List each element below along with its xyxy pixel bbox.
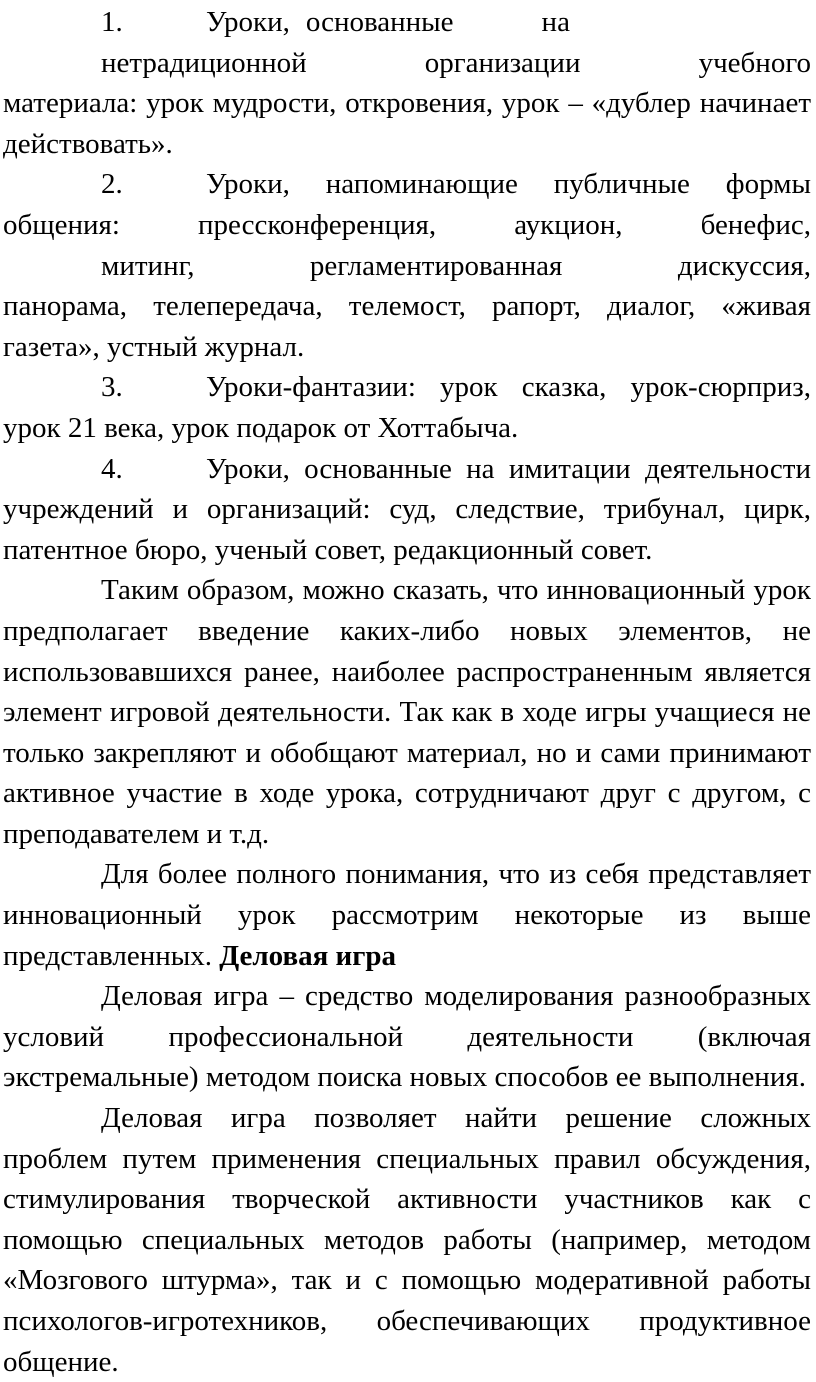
list-item-2-line3: митинг, регламентированная дискуссия, xyxy=(101,249,811,282)
list-item-1-rest: материала: урок мудрости, откровения, урок – «дублер начинает действовать». xyxy=(3,87,811,160)
paragraph-intro xyxy=(3,854,811,976)
list-item-3-body: Уроки-фантазии: урок сказка, урок-сюрприз, урок 21 века, урок подарок от Хоттабыча. xyxy=(3,371,811,444)
list-item-3-number: 3. xyxy=(101,371,123,404)
paragraph-summary: Таким образом, можно сказать, что инновационный урок предполагает введение каких-либо новых элементов, не использовавшихся ранее, наиболее распространенным является элемент игровой деятельности. Так как в ходе игры учащиеся не только закрепляют и обобщают материал, но и сами принимают активное участие в ходе урока, сотрудничают друг с другом, с преподавателем и т.д. xyxy=(3,574,811,850)
list-item-1-line2: нетрадиционной организации учебного xyxy=(101,46,811,79)
list-item-2-rest: панорама, телепередача, телемост, рапорт, диалог, «живая газета», устный журнал. xyxy=(3,290,811,363)
list-item-1-number: 1. xyxy=(101,6,123,38)
paragraph-definition: Деловая игра – средство моделирования разнообразных условий профессиональной деятельности (включая экстремальные) методом поиска новых способов ее выполнения. xyxy=(3,980,811,1094)
list-item-1-lead-b: основанные xyxy=(305,6,454,38)
list-item-2-body: Уроки, напоминающие публичные формы общения: прессконференция, аукцион, бенефис, xyxy=(3,168,811,241)
list-item-1-lead-a: Уроки, xyxy=(206,6,290,38)
list-item-4-number: 4. xyxy=(101,452,123,485)
list-item-2-text xyxy=(3,164,811,245)
list-item-2-number: 2. xyxy=(101,168,123,201)
list-item-1 xyxy=(3,2,811,164)
paragraph-benefits: Деловая игра позволяет найти решение сложных проблем путем применения специальных правил обсуждения, стимулирования творческой активности участников как с помощью специальных методов работы (например, методом «Мозгового штурма», так и с помощью модеративной работы психологов-игротехников, обеспечивающих продуктивное общение. xyxy=(3,1102,811,1378)
list-item-2 xyxy=(3,164,811,367)
list-item-4 xyxy=(3,449,811,571)
list-item-1-lead-c: на xyxy=(541,6,570,38)
paragraph-intro-text: Для более полного понимания, что из себя представляет инновационный урок рассмотрим некоторые из выше представленных. xyxy=(3,858,811,972)
list-item-4-body: Уроки, основанные на имитации деятельности учреждений и организаций: суд, следствие, трибунал, цирк, патентное бюро, ученый совет, редакционный совет. xyxy=(3,452,811,566)
section-heading-business-game: Деловая игра xyxy=(219,939,397,972)
list-item-1-lead xyxy=(3,2,811,43)
list-item-3 xyxy=(3,367,811,448)
